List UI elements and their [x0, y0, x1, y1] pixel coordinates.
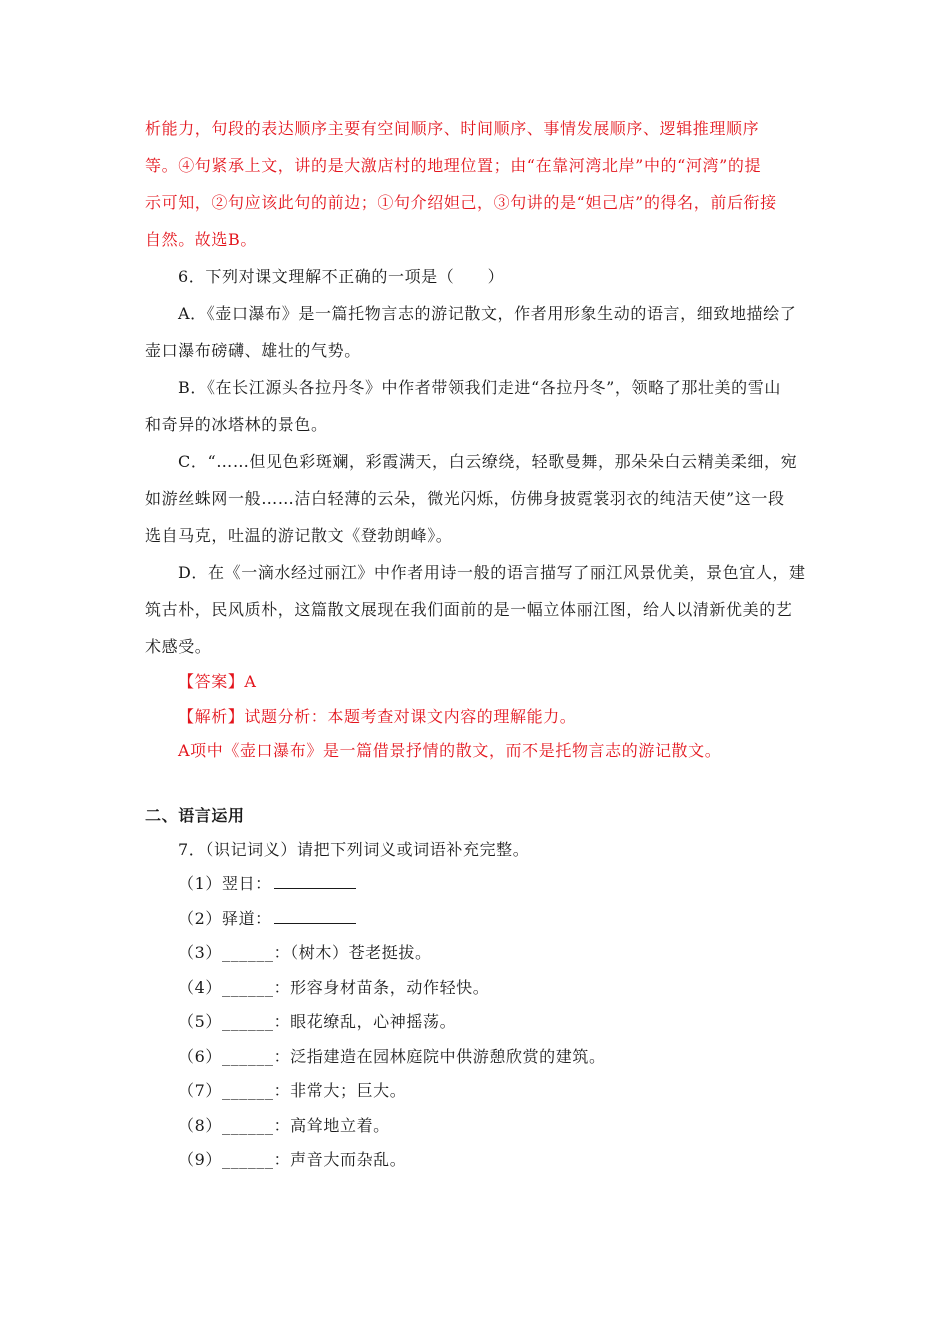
vocab-item-9: （9）______：声音大而杂乱。: [178, 1150, 407, 1169]
analysis-line-1: 析能力，句段的表达顺序主要有空间顺序、时间顺序、事情发展顺序、逻辑推理顺序: [145, 119, 760, 138]
option-d-line-2: 筑古朴，民风质朴，这篇散文展现在我们面前的是一幅立体丽江图，给人以清新优美的艺: [145, 600, 793, 619]
answer-blank-2[interactable]: [274, 909, 356, 924]
answer-blank-1[interactable]: [274, 874, 356, 889]
vocab-item-1: [145, 867, 810, 902]
vocab-item-3: （3）______：（树木）苍老挺拔。: [178, 943, 432, 962]
vocab-item-7: （7）______：非常大；巨大。: [178, 1081, 407, 1100]
analysis-line-2: 等。④句紧承上文，讲的是大激店村的地理位置；由“在靠河湾北岸”中的“河湾”的提: [145, 156, 762, 175]
option-b-line-2: 和奇异的冰塔林的景色。: [145, 415, 328, 434]
vocab-item-2: [145, 902, 810, 937]
document-page: [145, 110, 810, 1178]
section-heading: 二、语言运用: [145, 805, 245, 825]
question-7-stem: 7．（识记词义）请把下列词义或词语补充完整。: [178, 839, 530, 859]
option-d-line-1: D．在《一滴水经过丽江》中作者用诗一般的语言描写了丽江风景优美，景色宜人，建: [178, 563, 806, 582]
vocab-item-2-label: （2）驿道：: [178, 908, 272, 928]
vocab-item-6: （6）______：泛指建造在园林庭院中供游憩欣赏的建筑。: [178, 1046, 606, 1066]
option-b-line-1: B．《在长江源头各拉丹冬》中作者带领我们走进“各拉丹冬”，领略了那壮美的雪山: [178, 378, 781, 397]
vocab-item-8: （8）______：高耸地立着。: [178, 1115, 390, 1135]
option-d-line-3: 术感受。: [145, 637, 212, 656]
vocab-item-4: （4）______：形容身材苗条，动作轻快。: [178, 977, 490, 997]
option-c-line-1: C．“……但见色彩斑斓，彩霞满天，白云缭绕，轻歌曼舞，那朵朵白云精美柔细，宛: [178, 452, 798, 471]
option-c-line-3: 选自马克，吐温的游记散文《登勃朗峰》。: [145, 526, 453, 545]
analysis-line-4: 自然。故选B。: [145, 230, 257, 249]
answer-label: 【答案】A: [178, 672, 257, 691]
analysis-detail: A项中《壶口瀑布》是一篇借景抒情的散文，而不是托物言志的游记散文。: [178, 741, 722, 760]
analysis-line-3: 示可知，②句应该此句的前边；①句介绍妲己，③句讲的是“妲己店”的得名，前后衔接: [145, 193, 777, 212]
vocab-item-1-label: （1）翌日：: [178, 874, 272, 893]
option-a-line-2: 壶口瀑布磅礴、雄壮的气势。: [145, 341, 361, 360]
vocab-item-5: （5）______：眼花缭乱，心神摇荡。: [178, 1012, 457, 1031]
option-a-line-1: A．《壶口瀑布》是一篇托物言志的游记散文，作者用形象生动的语言，细致地描绘了: [178, 304, 797, 323]
analysis-label: 【解析】试题分析：本题考查对课文内容的理解能力。: [178, 706, 577, 726]
question-6-stem: 6．下列对课文理解不正确的一项是（ ）: [178, 267, 505, 286]
option-c-line-2: 如游丝蛛网一般……洁白轻薄的云朵，微光闪烁，仿佛身披霓裳羽衣的纯洁天使”这一段: [145, 489, 785, 508]
